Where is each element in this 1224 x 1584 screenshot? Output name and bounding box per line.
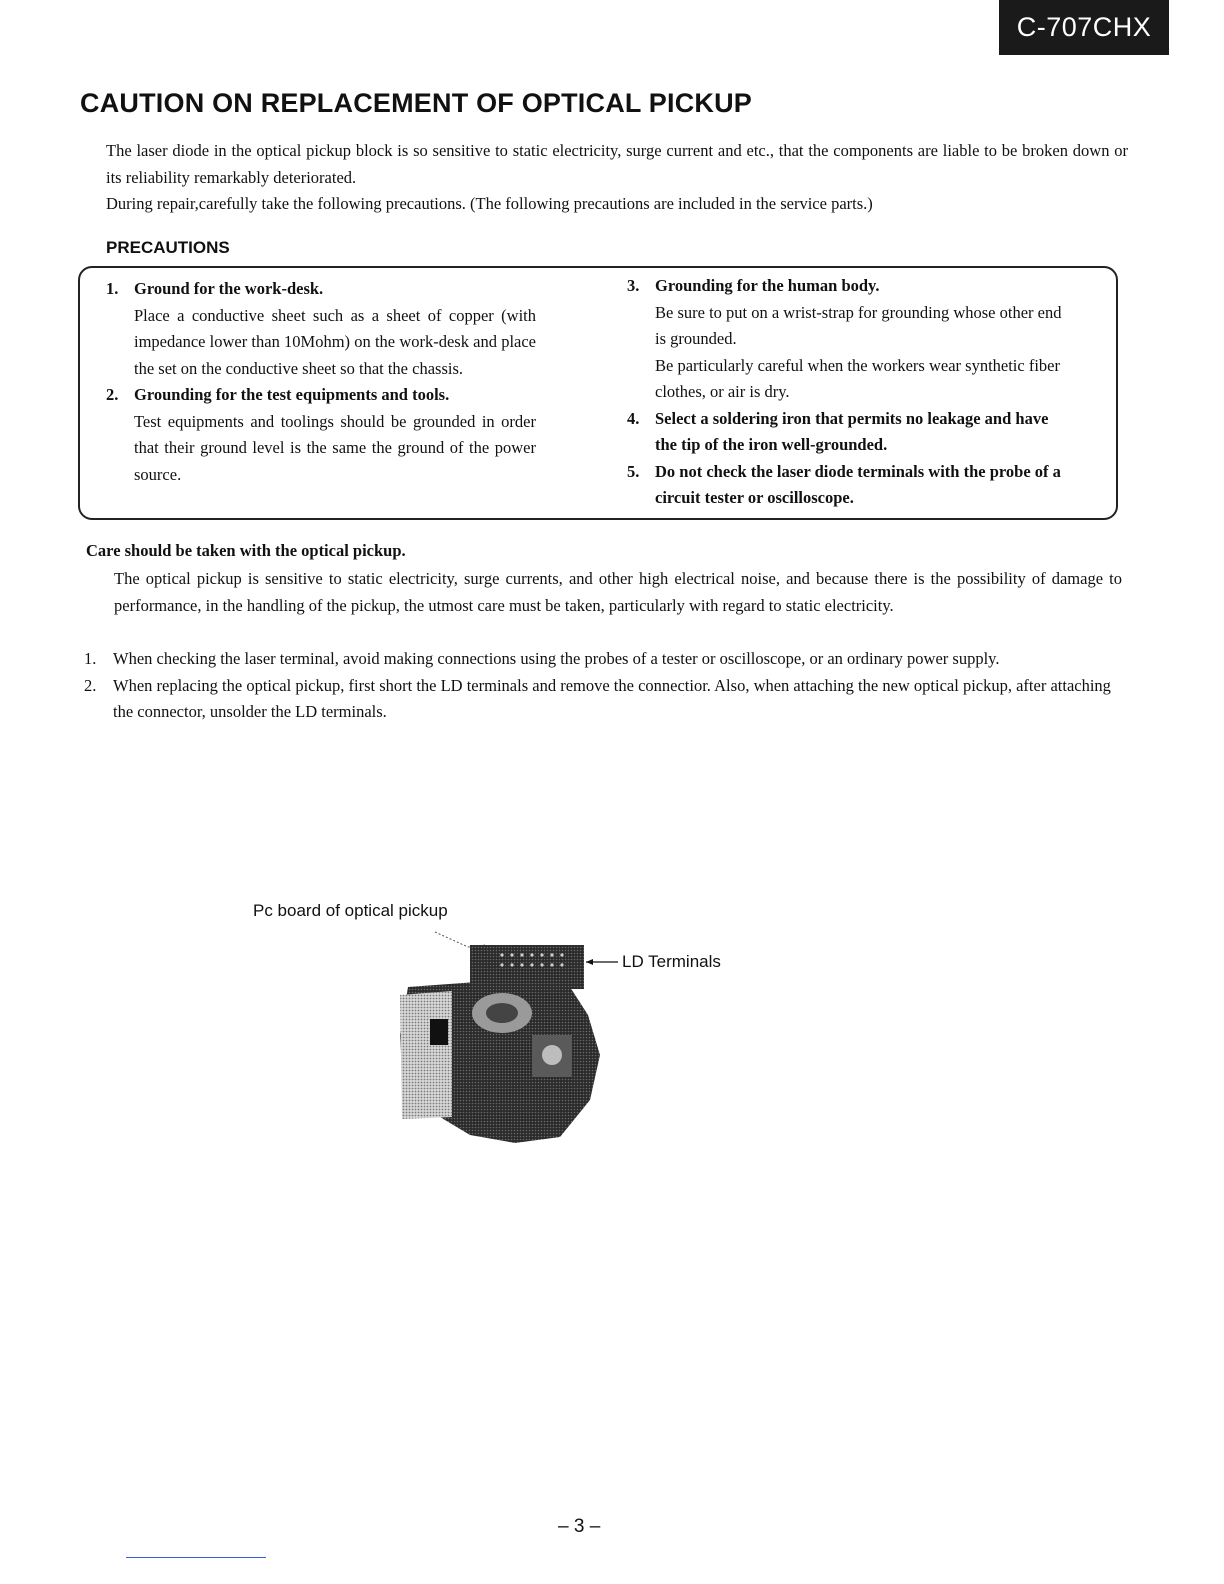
care-title: Care should be taken with the optical pickup. [86,541,406,560]
precautions-right-column [627,273,1067,512]
page-number: – 3 – [558,1516,601,1537]
ld-arrow-head [586,959,593,965]
intro-paragraph-1: The laser diode in the optical pickup block is so sensitive to static electricity, surge current and etc., that the components are liable to be broken down or its reliability remarkably deteriorated. [106,141,1128,187]
pickup-gear [542,1045,562,1065]
intro-section [106,138,1128,218]
step-item [84,646,1124,673]
precaution-body: Place a conductive sheet such as a sheet of copper (with impedance lower than 10Mohm) on the work-desk and place the set on the conductive sheet so that the chassis. [134,305,536,378]
step-text: When checking the laser terminal, avoid making connections using the probes of a tester or oscilloscope, or an ordinary power supply. [113,649,1000,668]
precaution-item-5 [627,459,1067,512]
page-title: CAUTION ON REPLACEMENT OF OPTICAL PICKUP [80,88,753,118]
step-text: When replacing the optical pickup, first short the LD terminals and remove the connectior. Also, when attaching the new optical pickup, after attaching the connector, unsolder the LD terminals. [113,675,1111,721]
precaution-number: 2. [106,385,119,404]
precautions-box [78,266,1118,520]
precaution-body-extra: Be particularly careful when the workers wear synthetic fiber clothes, or air is dry. [655,355,1060,401]
care-body: The optical pickup is sensitive to static electricity, surge currents, and other high electrical noise, and because there is the possibility of damage to performance, in the handling of the pickup, the utmost care must be taken, particularly with regard to static electricity. [114,569,1122,615]
optical-pickup-photo [240,895,800,1165]
precaution-title: Ground for the work-desk. [134,279,324,298]
precaution-title: Do not check the laser diode terminals with the probe of a circuit tester or oscilloscope. [655,461,1061,507]
footer-rule [126,1557,266,1558]
precaution-item-3 [627,273,1067,406]
optical-pickup-figure [240,895,800,1165]
precaution-item-4 [627,406,1067,459]
precaution-item-1 [106,276,536,382]
step-number: 2. [84,675,97,695]
precaution-title: Select a soldering iron that permits no leakage and have the tip of the iron well-grounded. [655,408,1049,454]
precautions-heading: PRECAUTIONS [106,238,230,257]
precaution-title: Grounding for the human body. [655,276,880,295]
precaution-title: Grounding for the test equipments and tools. [134,385,450,404]
pickup-mount [430,1019,448,1045]
step-number: 1. [84,649,97,668]
step-item [84,673,1124,726]
precaution-number: 3. [627,276,640,295]
precaution-number: 4. [627,408,640,428]
precaution-body: Be sure to put on a wrist-strap for grounding whose other end is grounded. [655,302,1062,348]
lens [486,1003,518,1023]
precautions-left-column [106,276,536,488]
precaution-item-2 [106,382,536,488]
replacement-steps [84,646,1124,726]
precaution-number: 5. [627,461,640,481]
ld-terminals-label: LD Terminals [622,952,721,971]
precaution-body: Test equipments and toolings should be grounded in order that their ground level is the same the ground of the power source. [134,411,536,484]
model-badge: C-707CHX [999,0,1169,55]
intro-paragraph-2: During repair,carefully take the following precautions. (The following precautions are included in the service parts.) [106,194,873,213]
precaution-number: 1. [106,279,119,298]
pickup-side-panel [400,991,452,1119]
pc-board-label: Pc board of optical pickup [253,901,448,920]
label-pointer-line [435,932,485,947]
